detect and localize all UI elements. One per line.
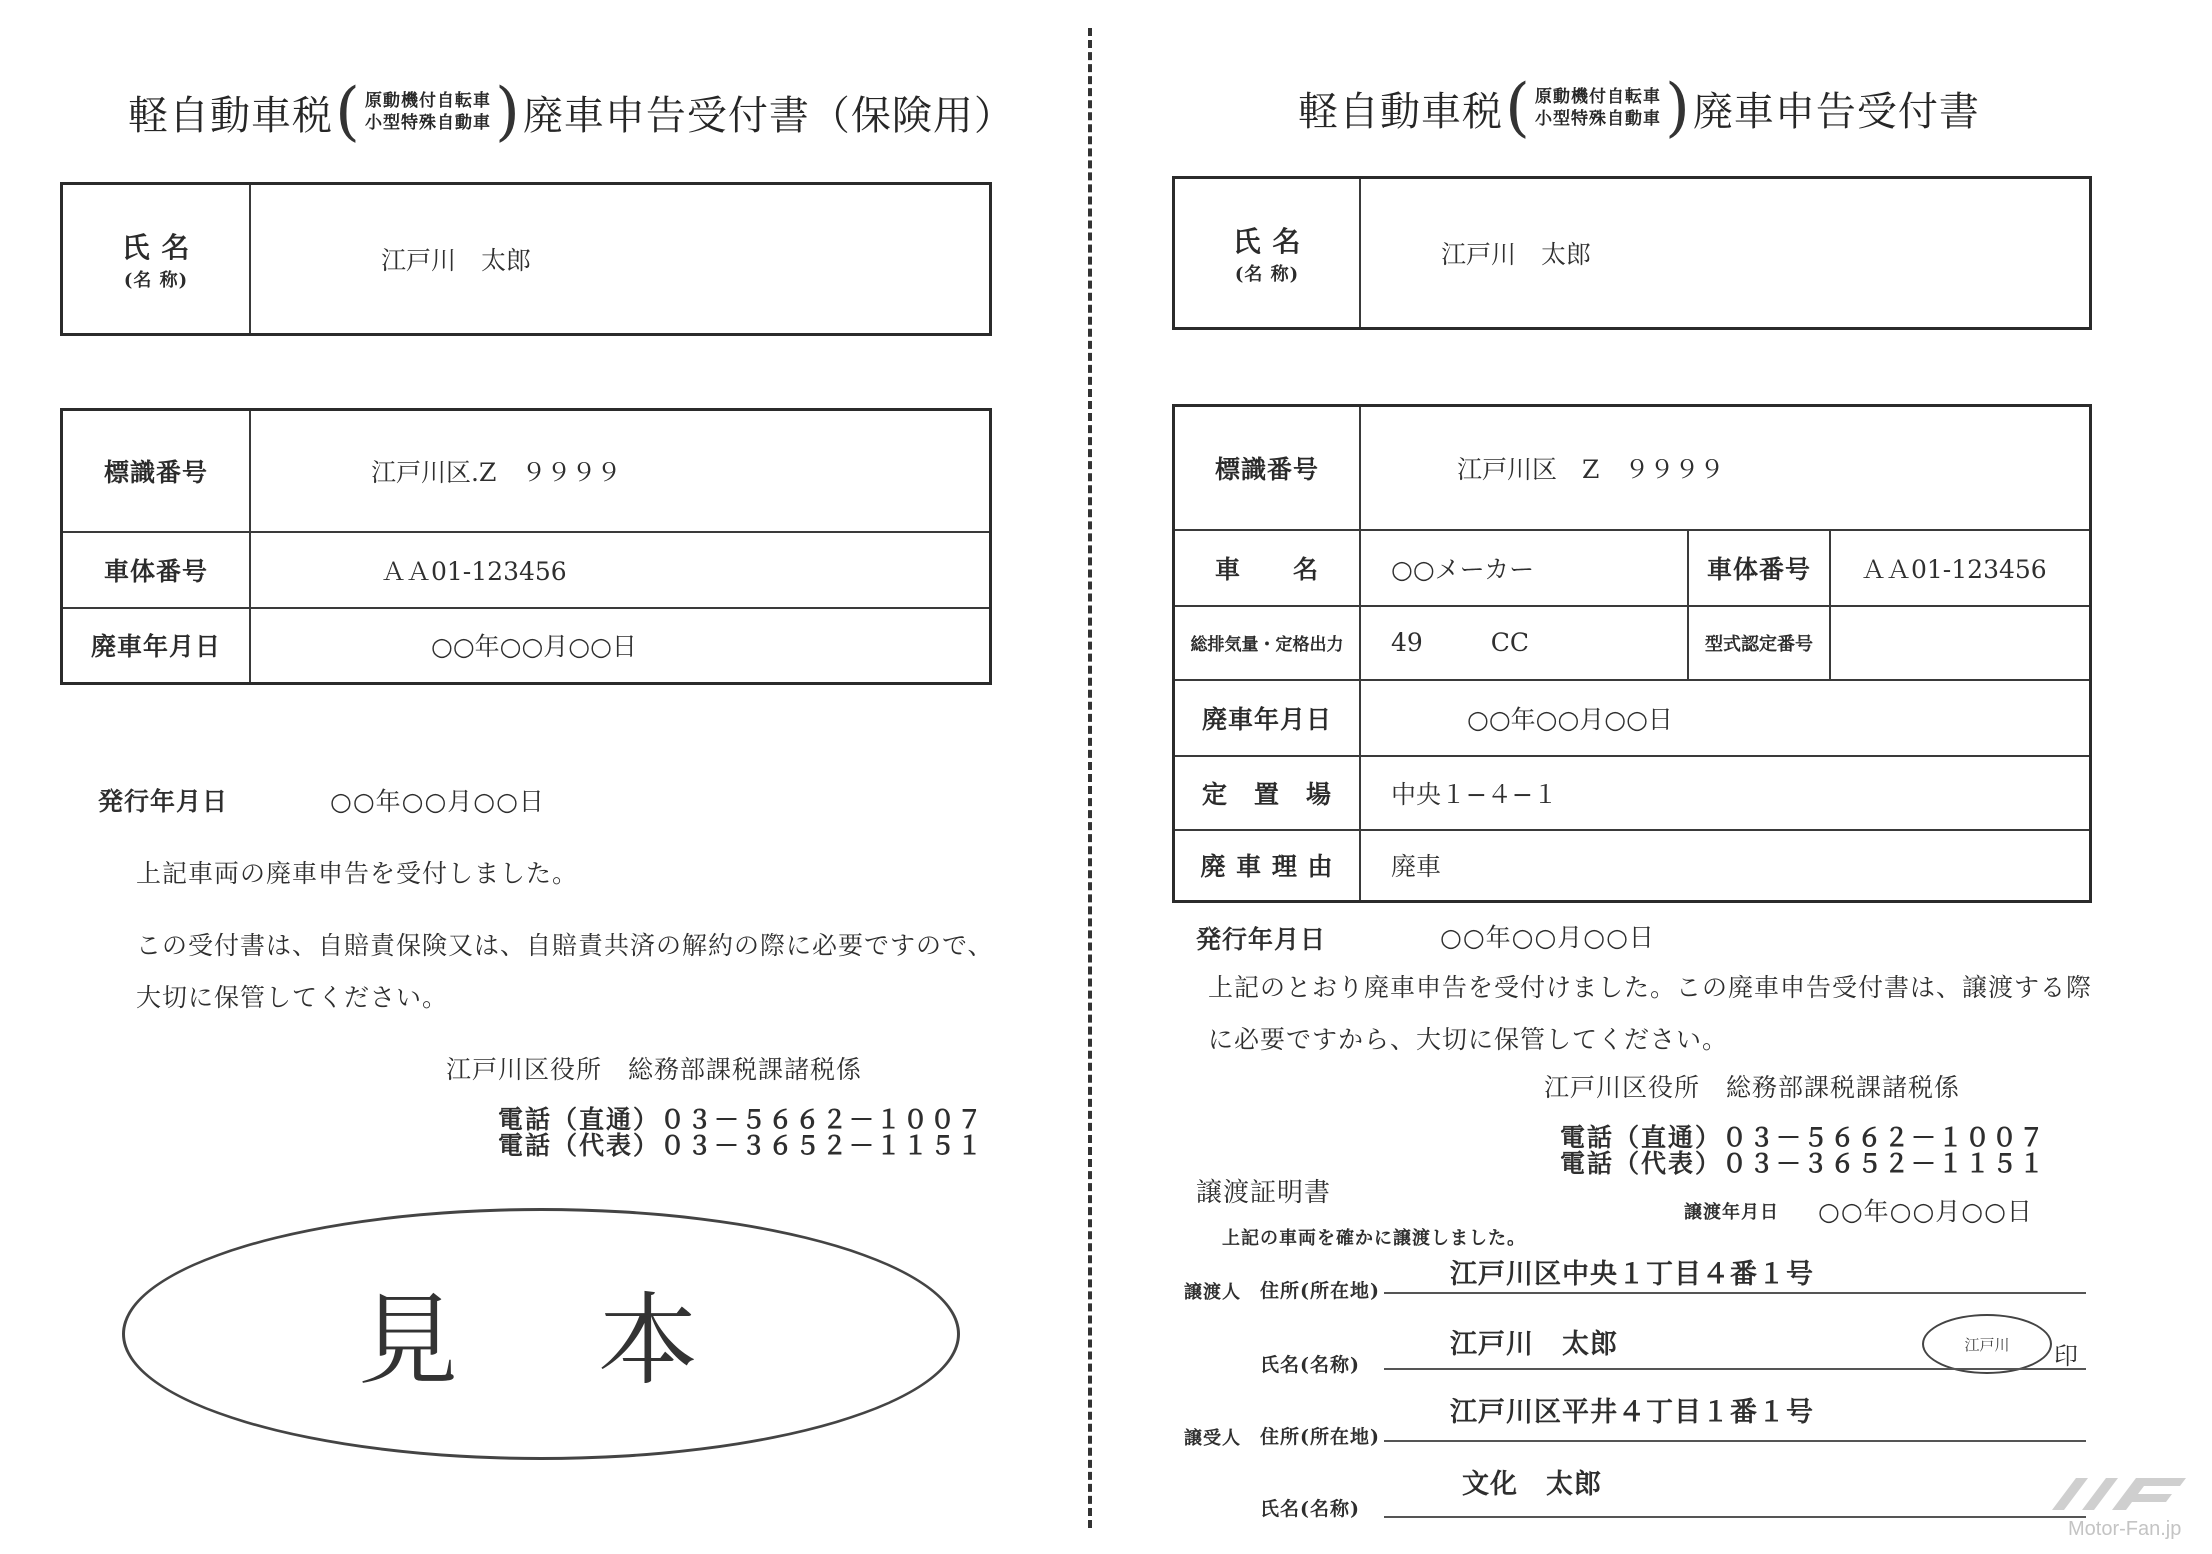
left-message-2: この受付書は、自賠責保険又は、自賠責共済の解約の際に必要ですので、 — [136, 931, 994, 960]
right-type-value — [1830, 606, 2091, 680]
sample-stamp-text: 見 本 — [358, 1282, 718, 1399]
left-name-label: 氏 名 (名 称) — [62, 184, 251, 335]
watermark-text: Motor-Fan.jp — [2068, 1518, 2182, 1540]
cut-line — [1088, 28, 1092, 1528]
right-reason-label: 廃 車 理 由 — [1174, 830, 1361, 902]
right-vehicle-table — [1172, 404, 2092, 903]
transferor-address: 江戸川区中央１丁目４番１号 — [1450, 1259, 1814, 1290]
left-phone-main: 電話（代表）０３－３６５２－１１５１ — [498, 1131, 985, 1160]
right-chassis-value: ＡＡ01-123456 — [1830, 530, 2091, 606]
right-car-name-value: ○○メーカー — [1360, 530, 1688, 606]
left-title-vehicle-types: 原動機付自転車 小型特殊自動車 — [364, 91, 491, 133]
right-issue-label: 発行年月日 — [1196, 925, 1327, 954]
right-scrap-date-label: 廃車年月日 — [1174, 680, 1361, 756]
transferor-label: 譲渡人 — [1184, 1282, 1241, 1303]
left-plate-label: 標識番号 — [62, 410, 251, 532]
right-office: 江戸川区役所 総務部課税課諸税係 — [1544, 1073, 1961, 1102]
left-issue-label: 発行年月日 — [98, 787, 229, 816]
right-name-table — [1172, 176, 2092, 330]
left-office: 江戸川区役所 総務部課税課諸税係 — [446, 1055, 863, 1084]
right-storage-label: 定 置 場 — [1174, 756, 1361, 830]
right-displacement-label: 総排気量・定格出力 — [1174, 606, 1361, 680]
seal-stamp: 江戸川 — [1922, 1314, 2052, 1374]
right-issue-value: ○○年○○月○○日 — [1440, 923, 1655, 952]
transferee-address-label: 住所(所在地) — [1260, 1426, 1380, 1448]
right-message-1: 上記のとおり廃車申告を受付けました。この廃車申告受付書は、譲渡する際 — [1208, 973, 2093, 1002]
right-chassis-label: 車体番号 — [1688, 530, 1830, 606]
left-scrap-date-label: 廃車年月日 — [62, 608, 251, 684]
left-chassis-label: 車体番号 — [62, 532, 251, 608]
transfer-date-label: 譲渡年月日 — [1684, 1202, 1779, 1223]
motorfan-logo-mark — [2046, 1474, 2196, 1514]
seal-mark: 印 — [2054, 1342, 2079, 1370]
right-type-label: 型式認定番号 — [1688, 606, 1830, 680]
transferee-name: 文化 太郎 — [1462, 1469, 1602, 1500]
transferee-name-line — [1384, 1516, 2086, 1518]
right-form-title: 軽自動車税 ( 原動機付自転車 小型特殊自動車 ) 廃車申告受付書 — [1298, 71, 1980, 145]
right-message-2: に必要ですから、大切に保管してください。 — [1208, 1025, 1729, 1054]
transferee-label: 譲受人 — [1184, 1428, 1241, 1449]
right-plate-label: 標識番号 — [1174, 406, 1361, 530]
right-storage-value: 中央１−４−１ — [1360, 756, 2091, 830]
left-vehicle-table — [60, 408, 992, 685]
left-message-1: 上記車両の廃車申告を受付しました。 — [136, 859, 579, 888]
right-displacement-value: 49 CC — [1360, 606, 1688, 680]
right-car-name-label: 車 名 — [1174, 530, 1361, 606]
transferor-name-line — [1384, 1368, 2086, 1370]
transferee-address-line — [1384, 1440, 2086, 1442]
transferor-name: 江戸川 太郎 — [1450, 1329, 1618, 1360]
left-plate-value: 江戸川区.Z ９９９９ — [250, 410, 991, 532]
transferee-address: 江戸川区平井４丁目１番１号 — [1450, 1397, 1814, 1428]
transfer-message: 上記の車両を確かに譲渡しました。 — [1222, 1228, 1526, 1249]
left-issue-value: ○○年○○月○○日 — [330, 787, 545, 816]
transfer-date-value: ○○年○○月○○日 — [1818, 1197, 2033, 1226]
left-name-table — [60, 182, 992, 336]
transferor-address-line — [1384, 1292, 2086, 1294]
left-name-value: 江戸川 太郎 — [250, 184, 991, 335]
left-chassis-value: ＡＡ01-123456 — [250, 532, 991, 608]
right-reason-value: 廃車 — [1360, 830, 2091, 902]
right-name-value: 江戸川 太郎 — [1360, 178, 2091, 329]
left-phone-direct: 電話（直通）０３－５６６２－１００７ — [498, 1105, 985, 1134]
right-plate-value: 江戸川区 Z ９９９９ — [1360, 406, 2091, 530]
right-phone-direct: 電話（直通）０３－５６６２－１００７ — [1560, 1123, 2047, 1152]
transferor-address-label: 住所(所在地) — [1260, 1280, 1380, 1302]
left-form-title: 軽自動車税 ( 原動機付自転車 小型特殊自動車 ) 廃車申告受付書（保険用） — [128, 75, 1015, 149]
transferor-name-label: 氏名(名称) — [1260, 1354, 1360, 1376]
right-title-vehicle-types: 原動機付自転車 小型特殊自動車 — [1534, 87, 1661, 129]
left-message-3: 大切に保管してください。 — [136, 983, 449, 1012]
transferee-name-label: 氏名(名称) — [1260, 1498, 1360, 1520]
left-scrap-date-value: ○○年○○月○○日 — [250, 608, 991, 684]
motorfan-logo — [2046, 1474, 2196, 1514]
right-phone-main: 電話（代表）０３－３６５２－１１５１ — [1560, 1149, 2047, 1178]
right-scrap-date-value: ○○年○○月○○日 — [1360, 680, 2091, 756]
right-name-label: 氏 名 (名 称) — [1174, 178, 1361, 329]
transfer-certificate-title: 譲渡証明書 — [1196, 1178, 1332, 1208]
